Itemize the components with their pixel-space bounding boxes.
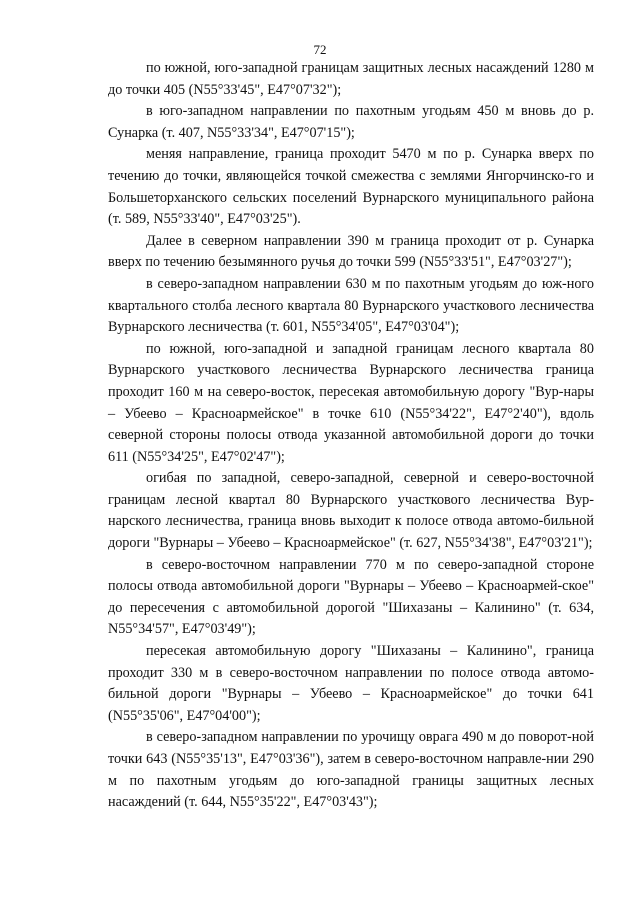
paragraph: меняя направление, граница проходит 5470 м по р. Сунарка вверх по течению до точки, являющейся точкой смежества с землями Янгорчинско-го и Большеторханского сельских поселений Вурнарского муниципального района (т. 589, N55°33'40", E47°03'25"). (108, 146, 594, 228)
paragraph: по южной, юго-западной границам защитных лесных насаждений 1280 м до точки 405 (N55°33'45", E47°07'32"); (108, 60, 594, 98)
paragraph: Далее в северном направлении 390 м граница проходит от р. Сунарка вверх по течению безымянного ручья до точки 599 (N55°33'51", E47°03'27"); (108, 232, 594, 271)
paragraph: в юго-западном направлении по пахотным угодьям 450 м вновь до р. Сунарка (т. 407, N55°33'34", E47°07'15"); (108, 103, 594, 141)
paragraph: в северо-восточном направлении 770 м по северо-западной стороне полосы отвода автомобильной дороги "Вурнары – Убеево – Красноармей-ское" до пересечения с автомобильной дорогой "Шихазаны – Калинино" (т. 634, N55°34'57", E47°03'49"); (108, 556, 594, 638)
page-number: 72 (313, 42, 327, 57)
paragraph: пересекая автомобильную дорогу "Шихазаны – Калинино", граница проходит 330 м в северо-восточном направлении по полосе отвода автомо-бильной дороги "Вурнары – Убеево – Красноармейское" до точки 641 (N55°35'06", E47°04'00"); (108, 643, 594, 724)
paragraph: огибая по западной, северо-западной, северной и северо-восточной границам лесной квартал 80 Вурнарского участкового лесничества Вур-нарского лесничества, граница вновь выходит к полосе отвода автомо-бильной дороги "Вурнары – Убеево – Красноармейское" (т. 627, N55°34'38", E47°03'21"); (108, 470, 594, 552)
paragraph: в северо-западном направлении 630 м по пахотным угодьям до юж-ного квартального столба лесного квартала 80 Вурнарского участкового лесничества Вурнарского лесничества (т. 601, N55°34'05", E47°03'04"); (108, 275, 594, 336)
paragraph: по южной, юго-западной и западной границам лесного квартала 80 Вурнарского участкового лесничества Вурнарского лесничества граница проходит 160 м на северо-восток, пересекая автомобильную дорогу "Вур-нары – Убеево – Красноармейское" в точке 610 (N55°34'22", E47°2'40"), вдоль северной стороны полосы отвода указанной автомобильной дороги до точки 611 (N55°34'25", E47°02'47"); (108, 340, 594, 465)
document-body (108, 58, 594, 814)
paragraph: в северо-западном направлении по урочищу оврага 490 м до поворот-ной точки 643 (N55°35'13", E47°03'36"), затем в северо-восточном направле-нии 290 м по пахотным угодьям до юго-западной границы защитных лесных насаждений (т. 644, N55°35'22", E47°03'43"); (108, 729, 594, 811)
